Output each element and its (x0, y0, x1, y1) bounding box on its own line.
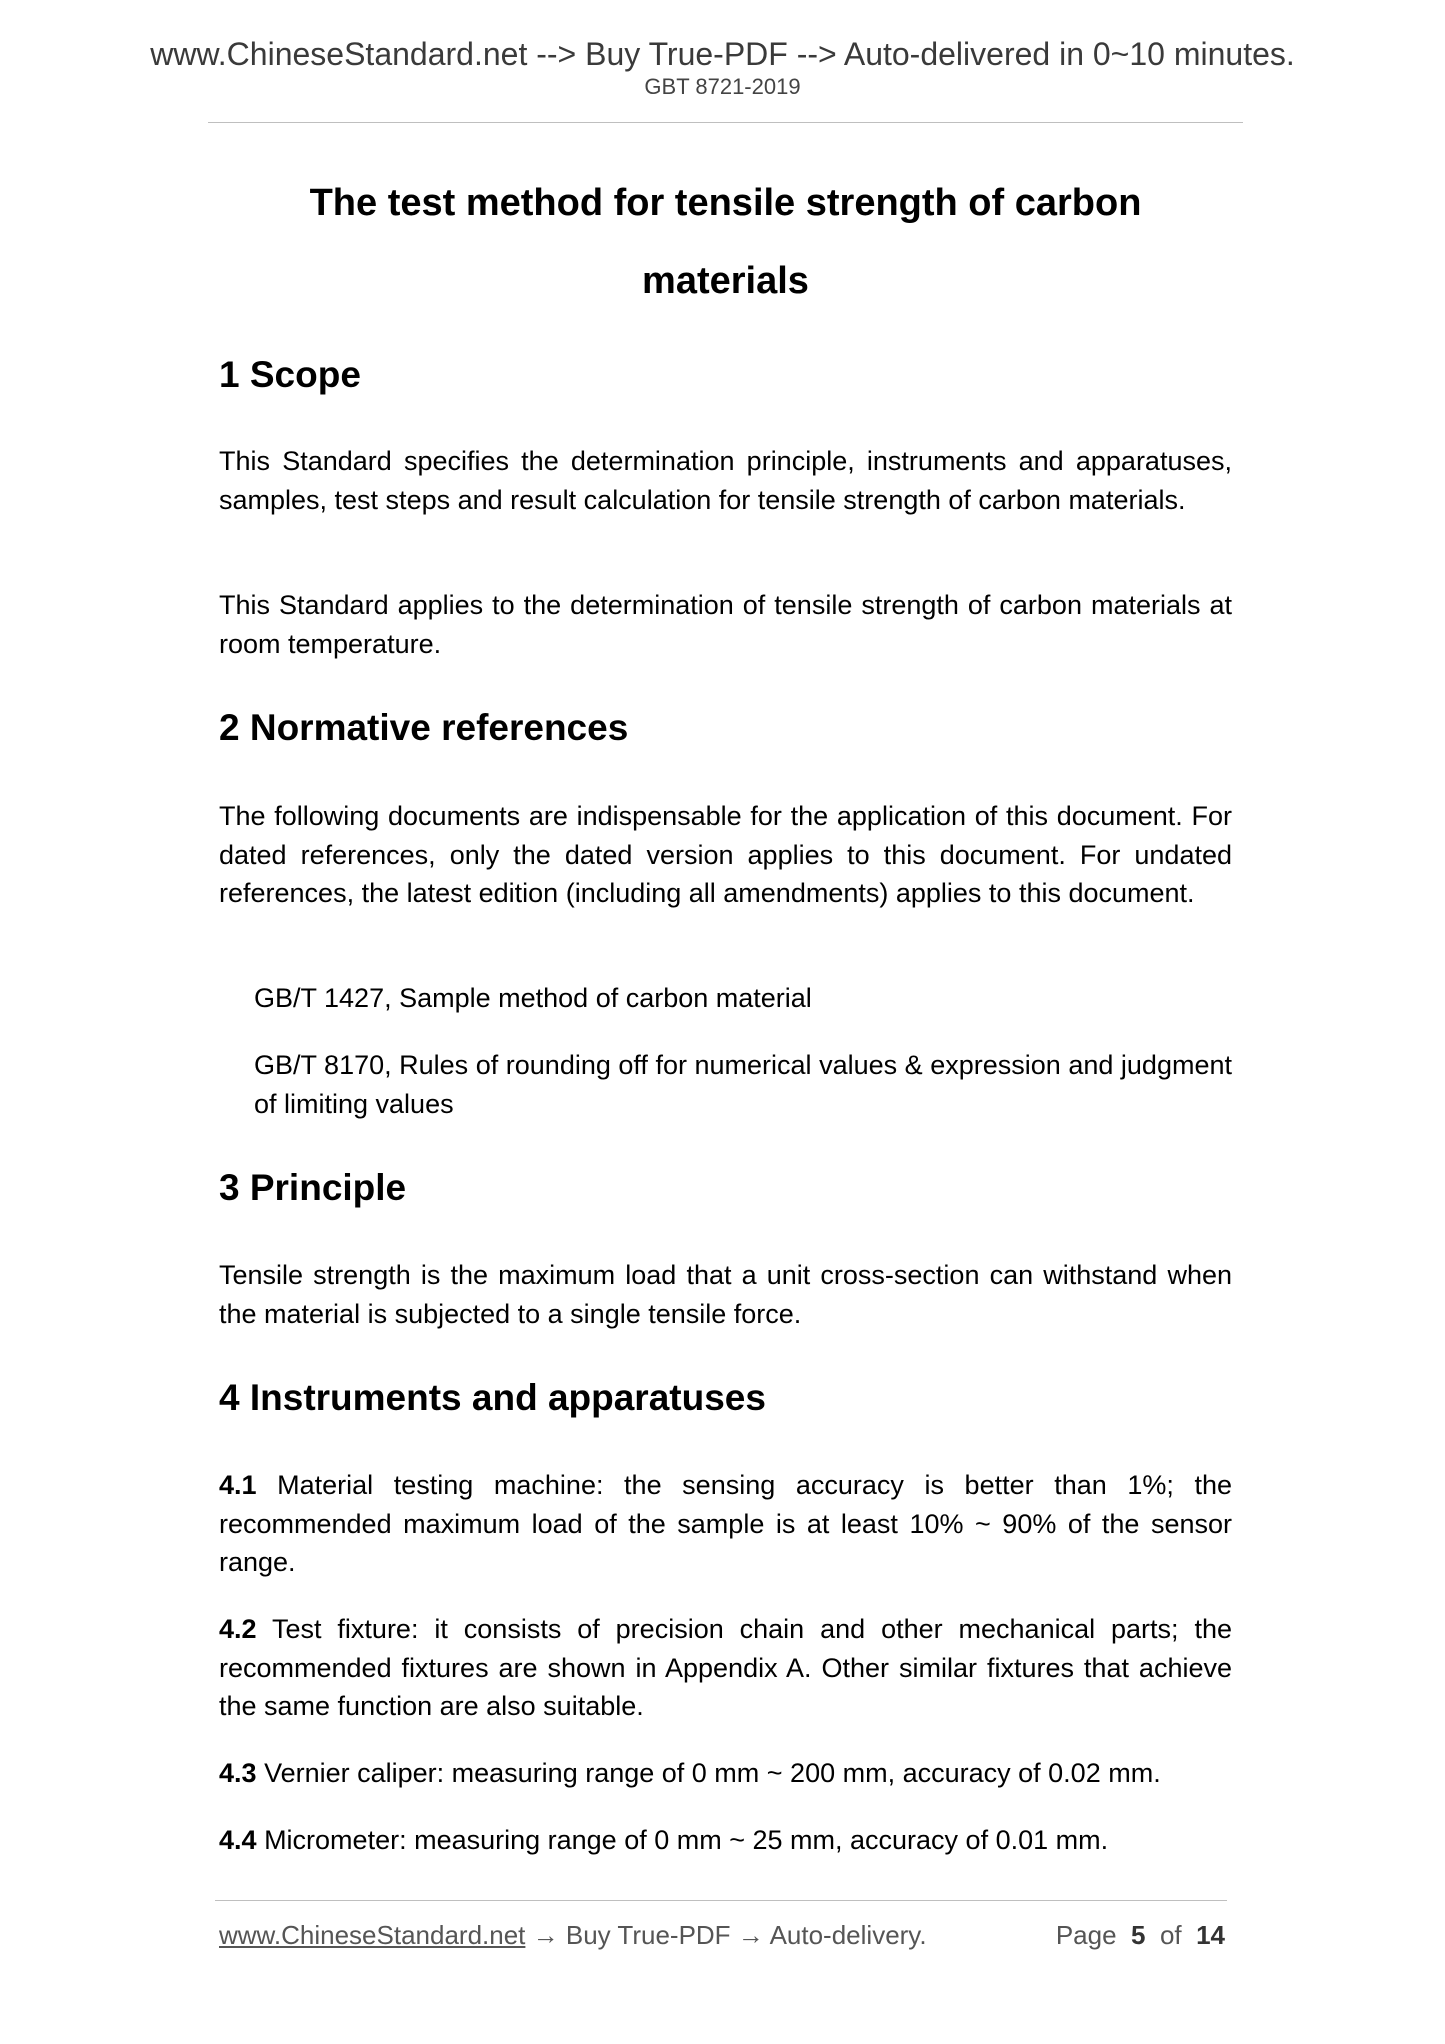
document-id: GBT 8721-2019 (644, 74, 801, 99)
principle-paragraph: Tensile strength is the maximum load that a unit cross-section can withstand when the material is subjected to a single tensile force. (219, 1260, 1232, 1329)
clause-text: Micrometer: measuring range of 0 mm ~ 25 mm, accuracy of 0.01 mm. (264, 1825, 1109, 1855)
scope-paragraph-1: This Standard specifies the determination principle, instruments and apparatuses, samples, test steps and result calculation for tensile strength of carbon materials. (219, 446, 1232, 515)
document-title (219, 164, 1232, 320)
page-label: Page (1055, 1920, 1117, 1950)
scope-paragraph-2: This Standard applies to the determination of tensile strength of carbon materials at room temperature. (219, 590, 1232, 659)
clause-text: Test fixture: it consists of precision chain and other mechanical parts; the recommended fixtures are shown in Appendix A. Other similar fixtures that achieve the same function are also suitable. (219, 1614, 1232, 1721)
clause-text: Vernier caliper: measuring range of 0 mm ~ 200 mm, accuracy of 0.02 mm. (264, 1758, 1161, 1788)
clause-text: Material testing machine: the sensing accuracy is better than 1%; the recommended maximum load of the sample is at least 10% ~ 90% of the sensor range. (219, 1470, 1232, 1577)
footer-divider (215, 1900, 1227, 1901)
clause-number: 4.3 (219, 1758, 257, 1788)
document-title-line-2: materials (642, 260, 809, 302)
page-number (1056, 1920, 1225, 1951)
clause-4-4 (219, 1821, 1232, 1860)
clause-number: 4.2 (219, 1614, 257, 1644)
section-heading-instruments: 4 Instruments and apparatuses (219, 1377, 766, 1418)
clause-number: 4.1 (219, 1470, 257, 1500)
header-divider (208, 122, 1243, 123)
document-title-line-1: The test method for tensile strength of carbon (309, 182, 1142, 224)
page-total: 14 (1196, 1920, 1225, 1950)
page-footer (219, 1920, 1225, 1951)
page-current: 5 (1131, 1920, 1146, 1950)
footer-site-link[interactable]: www.ChineseStandard.net (219, 1920, 526, 1950)
of-label: of (1159, 1920, 1182, 1950)
section-heading-normative-references: 2 Normative references (219, 707, 629, 748)
clause-4-3 (219, 1754, 1232, 1793)
reference-item-gbt-1427: GB/T 1427, Sample method of carbon material (254, 983, 812, 1013)
section-heading-principle: 3 Principle (219, 1167, 407, 1208)
footer-delivery-text: → Buy True-PDF → Auto-delivery. (525, 1920, 927, 1950)
header-banner: www.ChineseStandard.net --> Buy True-PDF --> Auto-delivered in 0~10 minutes. (150, 36, 1295, 72)
clause-4-2 (219, 1610, 1232, 1726)
normative-paragraph: The following documents are indispensable for the application of this document. For dated references, only the dated version applies to this document. For undated references, the latest edition (including all amendments) applies to this document. (219, 801, 1232, 908)
section-heading-scope: 1 Scope (219, 354, 361, 395)
reference-item-gbt-8170: GB/T 8170, Rules of rounding off for numerical values & expression and judgment of limiting values (254, 1050, 1232, 1119)
clause-number: 4.4 (219, 1825, 257, 1855)
clause-4-1 (219, 1466, 1232, 1582)
